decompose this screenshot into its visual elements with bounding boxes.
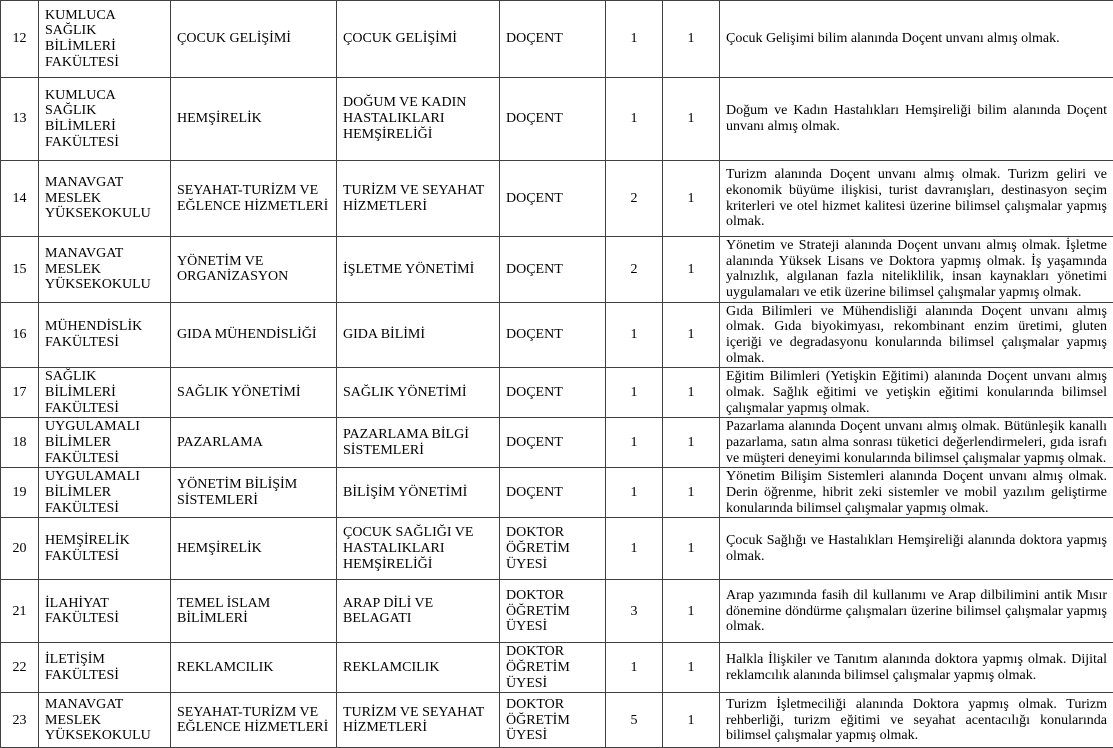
department-cell: SAĞLIK YÖNETİMİ xyxy=(171,368,337,418)
table-row xyxy=(1,302,1113,368)
faculty-cell: KUMLUCA SAĞLIK BİLİMLERİ FAKÜLTESİ xyxy=(39,1,171,78)
program-cell: SAĞLIK YÖNETİMİ xyxy=(337,368,500,418)
table-row xyxy=(1,418,1113,468)
program-cell: İŞLETME YÖNETİMİ xyxy=(337,237,500,303)
faculty-cell: UYGULAMALI BİLİMLER FAKÜLTESİ xyxy=(39,468,171,518)
count-cell: 1 xyxy=(663,161,720,237)
row-number-cell: 19 xyxy=(1,468,39,518)
requirement-cell: Turizm alanında Doçent unvanı almış olmak. Turizm geliri ve ekonomik büyüme ilişkisi, turist davranışları, destinasyon seçim kriterleri ve otel hizmet kalitesi üzerine bilimsel çalışmalar yapmış olmak. xyxy=(720,161,1113,237)
program-cell: ARAP DİLİ VE BELAGATI xyxy=(337,580,500,643)
count-cell: 1 xyxy=(663,368,720,418)
quota-cell: 2 xyxy=(606,161,663,237)
count-cell: 1 xyxy=(663,1,720,78)
row-number-cell: 18 xyxy=(1,418,39,468)
table-row xyxy=(1,693,1113,748)
department-cell: HEMŞİRELİK xyxy=(171,518,337,580)
requirement-cell: Çocuk Gelişimi bilim alanında Doçent unvanı almış olmak. xyxy=(720,1,1113,78)
title-cell: DOÇENT xyxy=(500,237,606,303)
department-cell: SEYAHAT-TURİZM VE EĞLENCE HİZMETLERİ xyxy=(171,693,337,748)
quota-cell: 1 xyxy=(606,302,663,368)
program-cell: TURİZM VE SEYAHAT HİZMETLERİ xyxy=(337,693,500,748)
program-cell: ÇOCUK GELİŞİMİ xyxy=(337,1,500,78)
faculty-cell: HEMŞİRELİK FAKÜLTESİ xyxy=(39,518,171,580)
program-cell: TURİZM VE SEYAHAT HİZMETLERİ xyxy=(337,161,500,237)
quota-cell: 3 xyxy=(606,580,663,643)
program-cell: GIDA BİLİMİ xyxy=(337,302,500,368)
faculty-cell: İLETİŞİM FAKÜLTESİ xyxy=(39,643,171,693)
table-row xyxy=(1,368,1113,418)
quota-cell: 1 xyxy=(606,1,663,78)
title-cell: DOÇENT xyxy=(500,368,606,418)
row-number-cell: 16 xyxy=(1,302,39,368)
title-cell: DOÇENT xyxy=(500,302,606,368)
title-cell: DOÇENT xyxy=(500,468,606,518)
faculty-cell: UYGULAMALI BİLİMLER FAKÜLTESİ xyxy=(39,418,171,468)
title-cell: DOKTOR ÖĞRETİM ÜYESİ xyxy=(500,693,606,748)
row-number-cell: 12 xyxy=(1,1,39,78)
faculty-cell: SAĞLIK BİLİMLERİ FAKÜLTESİ xyxy=(39,368,171,418)
table-row xyxy=(1,518,1113,580)
program-cell: ÇOCUK SAĞLIĞI VE HASTALIKLARI HEMŞİRELİĞİ xyxy=(337,518,500,580)
requirement-cell: Doğum ve Kadın Hastalıkları Hemşireliği bilim alanında Doçent unvanı almış olmak. xyxy=(720,78,1113,161)
table-row xyxy=(1,1,1113,78)
count-cell: 1 xyxy=(663,418,720,468)
quota-cell: 1 xyxy=(606,418,663,468)
count-cell: 1 xyxy=(663,237,720,303)
quota-cell: 1 xyxy=(606,368,663,418)
row-number-cell: 23 xyxy=(1,693,39,748)
requirement-cell: Eğitim Bilimleri (Yetişkin Eğitimi) alanında Doçent unvanı almış olmak. Sağlık eğitimi ve yetişkin eğitimi konularında bilimsel çalışmalar yapmış olmak. xyxy=(720,368,1113,418)
table-row xyxy=(1,78,1113,161)
faculty-cell: İLAHİYAT FAKÜLTESİ xyxy=(39,580,171,643)
quota-cell: 2 xyxy=(606,237,663,303)
row-number-cell: 21 xyxy=(1,580,39,643)
title-cell: DOÇENT xyxy=(500,1,606,78)
requirement-cell: Turizm İşletmeciliği alanında Doktora yapmış olmak. Turizm rehberliği, turizm eğitimi ve seyahat acentacılığı konularında bilimsel çalışmalar yapmış olmak. xyxy=(720,693,1113,748)
program-cell: DOĞUM VE KADIN HASTALIKLARI HEMŞİRELİĞİ xyxy=(337,78,500,161)
count-cell: 1 xyxy=(663,693,720,748)
faculty-cell: MANAVGAT MESLEK YÜKSEKOKULU xyxy=(39,237,171,303)
requirement-cell: Çocuk Sağlığı ve Hastalıkları Hemşireliği alanında doktora yapmış olmak. xyxy=(720,518,1113,580)
faculty-cell: MANAVGAT MESLEK YÜKSEKOKULU xyxy=(39,161,171,237)
table-row xyxy=(1,468,1113,518)
table-row xyxy=(1,237,1113,303)
title-cell: DOÇENT xyxy=(500,418,606,468)
department-cell: HEMŞİRELİK xyxy=(171,78,337,161)
faculty-cell: MANAVGAT MESLEK YÜKSEKOKULU xyxy=(39,693,171,748)
title-cell: DOÇENT xyxy=(500,78,606,161)
table-body xyxy=(1,1,1113,748)
row-number-cell: 14 xyxy=(1,161,39,237)
department-cell: SEYAHAT-TURİZM VE EĞLENCE HİZMETLERİ xyxy=(171,161,337,237)
title-cell: DOÇENT xyxy=(500,161,606,237)
department-cell: YÖNETİM BİLİŞİM SİSTEMLERİ xyxy=(171,468,337,518)
program-cell: BİLİŞİM YÖNETİMİ xyxy=(337,468,500,518)
quota-cell: 1 xyxy=(606,643,663,693)
count-cell: 1 xyxy=(663,580,720,643)
row-number-cell: 22 xyxy=(1,643,39,693)
table-row xyxy=(1,643,1113,693)
requirement-cell: Arap yazımında fasih dil kullanımı ve Arap dilbilimini antik Mısır dönemine döndürme çalışmaları üzerine bilimsel çalışmalar yapmış olmak. xyxy=(720,580,1113,643)
count-cell: 1 xyxy=(663,468,720,518)
department-cell: GIDA MÜHENDİSLİĞİ xyxy=(171,302,337,368)
row-number-cell: 20 xyxy=(1,518,39,580)
requirement-cell: Halkla İlişkiler ve Tanıtım alanında doktora yapmış olmak. Dijital reklamcılık alanında bilimsel çalışmalar yapmış olmak. xyxy=(720,643,1113,693)
department-cell: YÖNETİM VE ORGANİZASYON xyxy=(171,237,337,303)
count-cell: 1 xyxy=(663,643,720,693)
faculty-cell: KUMLUCA SAĞLIK BİLİMLERİ FAKÜLTESİ xyxy=(39,78,171,161)
count-cell: 1 xyxy=(663,518,720,580)
quota-cell: 1 xyxy=(606,518,663,580)
title-cell: DOKTOR ÖĞRETİM ÜYESİ xyxy=(500,580,606,643)
quota-cell: 5 xyxy=(606,693,663,748)
program-cell: REKLAMCILIK xyxy=(337,643,500,693)
table-row xyxy=(1,161,1113,237)
title-cell: DOKTOR ÖĞRETİM ÜYESİ xyxy=(500,518,606,580)
requirement-cell: Yönetim ve Strateji alanında Doçent unvanı almış olmak. İşletme alanında Yüksek Lisans ve Doktora yapmış olmak. İş yaşamında yalnızlık, algılanan fazla niteliklilik, insan kaynakları yönetimi uygulamaları ve etik üzerine bilimsel çalışmalar yapmış olmak. xyxy=(720,237,1113,303)
requirement-cell: Pazarlama alanında Doçent unvanı almış olmak. Bütünleşik kanallı pazarlama, satın alma sonrası tüketici değerlendirmeleri, gıda israfı ve müşteri deneyimi konularında bilimsel çalışmalar yapmış olmak. xyxy=(720,418,1113,468)
department-cell: REKLAMCILIK xyxy=(171,643,337,693)
table-row xyxy=(1,580,1113,643)
row-number-cell: 17 xyxy=(1,368,39,418)
quota-cell: 1 xyxy=(606,78,663,161)
requirement-cell: Yönetim Bilişim Sistemleri alanında Doçent unvanı almış olmak. Derin öğrenme, hibrit zeki sistemler ve mobil yazılım geliştirme konularında bilimsel çalışmalar yapmış olmak. xyxy=(720,468,1113,518)
quota-cell: 1 xyxy=(606,468,663,518)
row-number-cell: 15 xyxy=(1,237,39,303)
title-cell: DOKTOR ÖĞRETİM ÜYESİ xyxy=(500,643,606,693)
department-cell: PAZARLAMA xyxy=(171,418,337,468)
row-number-cell: 13 xyxy=(1,78,39,161)
department-cell: TEMEL İSLAM BİLİMLERİ xyxy=(171,580,337,643)
count-cell: 1 xyxy=(663,78,720,161)
count-cell: 1 xyxy=(663,302,720,368)
faculty-cell: MÜHENDİSLİK FAKÜLTESİ xyxy=(39,302,171,368)
requirement-cell: Gıda Bilimleri ve Mühendisliği alanında Doçent unvanı almış olmak. Gıda biyokimyası, rekombinant enzim üretimi, gluten içeriği ve degradasyonu konularında bilimsel çalışmalar yapmış olmak. xyxy=(720,302,1113,368)
program-cell: PAZARLAMA BİLGİ SİSTEMLERİ xyxy=(337,418,500,468)
department-cell: ÇOCUK GELİŞİMİ xyxy=(171,1,337,78)
